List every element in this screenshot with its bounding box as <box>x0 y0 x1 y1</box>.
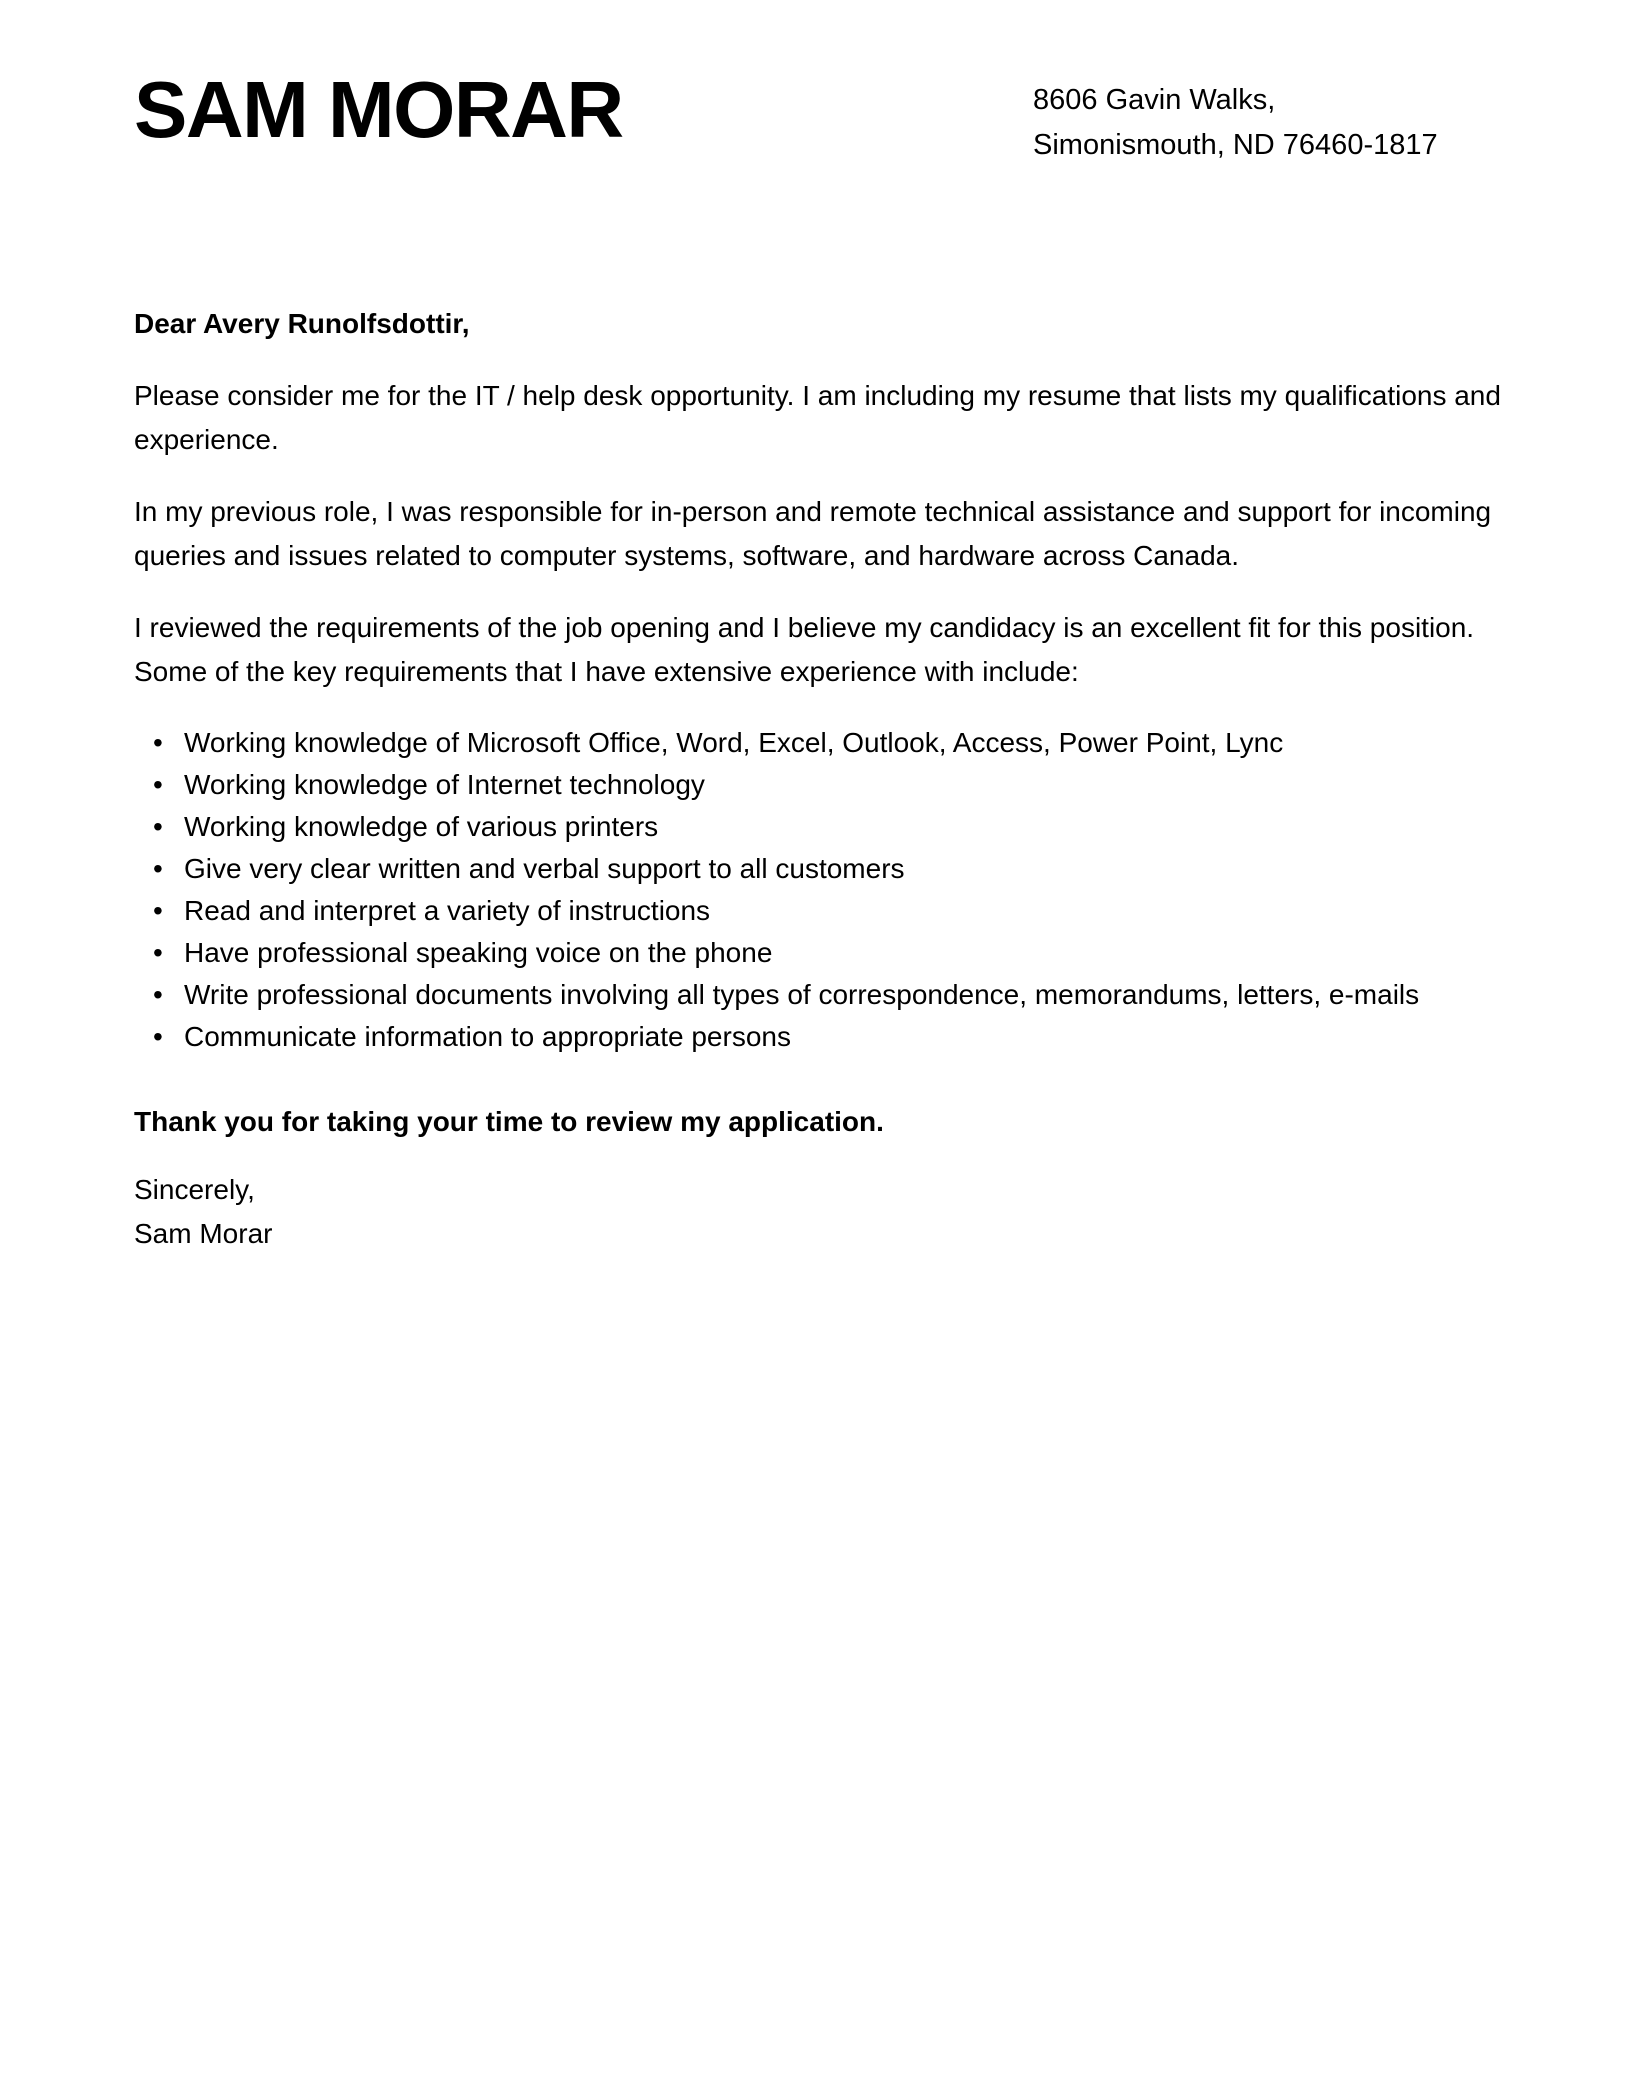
sender-name: SAM MORAR <box>134 65 623 154</box>
signoff-block <box>134 1168 1510 1256</box>
list-item <box>134 974 1510 1016</box>
list-item-text: Working knowledge of Microsoft Office, Word, Excel, Outlook, Access, Power Point, Lync <box>184 727 1284 758</box>
list-item-text: Working knowledge of Internet technology <box>184 769 705 800</box>
list-item <box>134 1016 1510 1058</box>
bullet-icon: • <box>153 811 163 842</box>
list-item-text: Write professional documents involving all types of correspondence, memorandums, letters, e-mails <box>184 979 1420 1010</box>
paragraph-previous-role: In my previous role, I was responsible for in-person and remote technical assistance and support for incoming queries and issues related to computer systems, software, and hardware across Canada. <box>134 496 1492 571</box>
list-item <box>134 848 1510 890</box>
list-item <box>134 890 1510 932</box>
list-item-text: Communicate information to appropriate persons <box>184 1021 791 1052</box>
thank-you-line: Thank you for taking your time to review my application. <box>134 1106 884 1137</box>
bullet-icon: • <box>153 1021 163 1052</box>
list-item <box>134 764 1510 806</box>
bullet-icon: • <box>153 895 163 926</box>
letter-header <box>134 65 1510 161</box>
letter-body <box>134 302 1510 1256</box>
bullet-icon: • <box>153 853 163 884</box>
list-item-text: Have professional speaking voice on the phone <box>184 937 773 968</box>
paragraph-requirements-lead: I reviewed the requirements of the job opening and I believe my candidacy is an excellent fit for this position. Some of the key requirements that I have extensive experience with include: <box>134 612 1475 687</box>
address-line-1: 8606 Gavin Walks, <box>1033 84 1276 116</box>
list-item-text: Working knowledge of various printers <box>184 811 659 842</box>
greeting: Dear Avery Runolfsdottir, <box>134 308 470 339</box>
requirements-list <box>134 722 1510 1058</box>
list-item-text: Give very clear written and verbal support to all customers <box>184 853 905 884</box>
list-item <box>134 722 1510 764</box>
address-line-2: Simonismouth, ND 76460-1817 <box>1033 129 1438 161</box>
bullet-icon: • <box>153 979 163 1010</box>
list-item <box>134 806 1510 848</box>
bullet-icon: • <box>153 727 163 758</box>
sender-address <box>1033 78 1438 168</box>
bullet-icon: • <box>153 937 163 968</box>
paragraph-intro: Please consider me for the IT / help desk opportunity. I am including my resume that lists my qualifications and experience. <box>134 380 1501 455</box>
signoff: Sincerely, <box>134 1174 255 1205</box>
list-item-text: Read and interpret a variety of instructions <box>184 895 711 926</box>
signature-name: Sam Morar <box>134 1218 273 1249</box>
list-item <box>134 932 1510 974</box>
bullet-icon: • <box>153 769 163 800</box>
